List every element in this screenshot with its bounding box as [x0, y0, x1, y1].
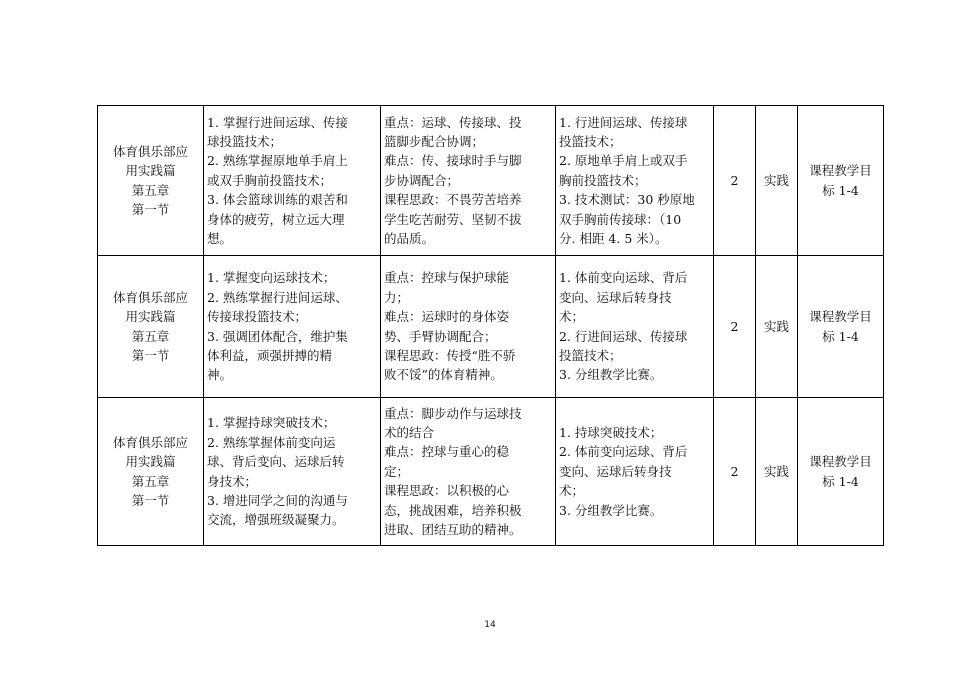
objectives-cell-line: 球、背后变向、运球后转 [207, 454, 345, 470]
hours-cell: 2 [714, 256, 756, 398]
content-cell-line: 1. 持球突破技术； [559, 424, 663, 440]
page-number: 14 [484, 620, 496, 630]
content-cell-line: 1. 行进间运球、传接球 [559, 114, 688, 130]
course-objective-cell-line: 标 1-4 [822, 182, 859, 198]
chapter-cell-line: 用实践篇 [125, 163, 176, 179]
type-cell: 实践 [756, 106, 798, 256]
course-objective-cell-line: 标 1-4 [822, 328, 859, 344]
objectives-cell-line: 身技术； [207, 473, 258, 489]
content-cell-line: 3. 分组教学比赛。 [559, 502, 663, 518]
table-row [98, 398, 884, 546]
key-points-cell [381, 398, 556, 546]
table-row [98, 106, 884, 256]
chapter-cell [98, 398, 204, 546]
type-cell: 实践 [756, 398, 798, 546]
content-cell-line: 投篮技术； [559, 347, 622, 363]
chapter-cell-line: 第一节 [131, 347, 170, 363]
chapter-cell-line: 体育俱乐部应 [112, 289, 188, 305]
content-cell-line: 2. 原地单手肩上或双手 [559, 153, 688, 169]
objectives-cell-line: 2. 熟练掌握原地单手肩上 [207, 153, 348, 169]
course-objective-cell [798, 106, 884, 256]
chapter-cell-line: 第五章 [131, 182, 170, 198]
objectives-cell-line: 3. 体会篮球训练的艰苦和 [207, 192, 348, 208]
key-points-cell-line: 步协调配合； [384, 172, 460, 188]
content-cell-line: 术； [559, 309, 585, 325]
content-cell-line: 双手胸前传接球：（10 [559, 211, 682, 227]
key-points-cell-line: 力； [384, 289, 410, 305]
key-points-cell-line: 定； [384, 463, 410, 479]
chapter-cell [98, 256, 204, 398]
key-points-cell-line: 学生吃苦耐劳、坚韧不拔 [384, 211, 522, 227]
objectives-cell-line: 球投篮技术； [207, 133, 283, 149]
chapter-cell-line: 体育俱乐部应 [112, 143, 188, 159]
syllabus-table [97, 105, 884, 546]
key-points-cell-line: 重点：脚步动作与运球技 [384, 405, 522, 421]
objectives-cell-line: 身体的疲劳，树立远大理 [207, 211, 345, 227]
objectives-cell-line: 神。 [207, 367, 233, 383]
content-cell [556, 256, 714, 398]
content-cell-line: 3. 分组教学比赛。 [559, 367, 663, 383]
key-points-cell-line: 败不馁”的体育精神。 [384, 367, 503, 383]
objectives-cell-line: 2. 熟练掌握体前变向运 [207, 434, 336, 450]
objectives-cell-line: 或双手胸前投篮技术； [207, 172, 333, 188]
content-cell [556, 106, 714, 256]
content-cell-line: 3. 技术测试：30 秒原地 [559, 192, 695, 208]
objectives-cell-line: 1. 掌握变向运球技术； [207, 270, 336, 286]
chapter-cell-line: 用实践篇 [125, 454, 176, 470]
course-objective-cell-line: 标 1-4 [822, 473, 859, 489]
chapter-cell-line: 第五章 [131, 328, 170, 344]
objectives-cell-line: 体利益，顽强拼搏的精 [207, 347, 333, 363]
course-objective-cell-line: 课程教学目 [809, 163, 872, 179]
objectives-cell-line: 1. 掌握行进间运球、传接 [207, 114, 348, 130]
key-points-cell-line: 的品质。 [384, 231, 435, 247]
course-objective-cell-line: 课程教学目 [809, 309, 872, 325]
hours-cell: 2 [714, 398, 756, 546]
objectives-cell-line: 3. 增进同学之间的沟通与 [207, 492, 348, 508]
content-cell-line: 术； [559, 483, 585, 499]
objectives-cell-line: 交流，增强班级凝聚力。 [207, 512, 345, 528]
objectives-cell [204, 256, 381, 398]
chapter-cell [98, 106, 204, 256]
key-points-cell-line: 难点：运球时的身体姿 [384, 309, 510, 325]
content-cell-line: 2. 行进间运球、传接球 [559, 328, 688, 344]
key-points-cell-line: 课程思政：不畏劳苦培养 [384, 192, 522, 208]
chapter-cell-line: 第一节 [131, 201, 170, 217]
course-objective-cell [798, 398, 884, 546]
content-cell-line: 投篮技术； [559, 133, 622, 149]
table-row [98, 256, 884, 398]
key-points-cell-line: 课程思政：以积极的心 [384, 483, 510, 499]
key-points-cell-line: 难点：传、接球时手与脚 [384, 153, 522, 169]
chapter-cell-line: 体育俱乐部应 [112, 434, 188, 450]
chapter-cell-line: 用实践篇 [125, 309, 176, 325]
content-cell-line: 1. 体前变向运球、背后 [559, 270, 688, 286]
objectives-cell-line: 想。 [207, 231, 233, 247]
chapter-cell-line: 第五章 [131, 473, 170, 489]
key-points-cell-line: 重点：运球、传接球、投 [384, 114, 522, 130]
course-objective-cell-line: 课程教学目 [809, 454, 872, 470]
content-cell-line: 胸前投篮技术； [559, 172, 647, 188]
objectives-cell-line: 1. 掌握持球突破技术； [207, 415, 336, 431]
objectives-cell [204, 106, 381, 256]
chapter-cell-line: 第一节 [131, 492, 170, 508]
content-cell-line: 变向、运球后转身技 [559, 289, 672, 305]
key-points-cell-line: 难点：控球与重心的稳 [384, 444, 510, 460]
key-points-cell-line: 势、手臂协调配合； [384, 328, 497, 344]
type-cell: 实践 [756, 256, 798, 398]
content-cell-line: 2. 体前变向运球、背后 [559, 444, 688, 460]
course-objective-cell [798, 256, 884, 398]
objectives-cell-line: 传接球投篮技术； [207, 309, 308, 325]
key-points-cell-line: 课程思政：传授“胜不骄 [384, 347, 516, 363]
objectives-cell [204, 398, 381, 546]
key-points-cell-line: 进取、团结互助的精神。 [384, 522, 522, 538]
objectives-cell-line: 2. 熟练掌握行进间运球、 [207, 289, 348, 305]
key-points-cell-line: 重点：控球与保护球能 [384, 270, 510, 286]
key-points-cell-line: 术的结合 [384, 424, 435, 440]
content-cell-line: 分. 相距 4. 5 米）。 [559, 231, 668, 247]
key-points-cell-line: 篮脚步配合协调； [384, 133, 485, 149]
content-cell-line: 变向、运球后转身技 [559, 463, 672, 479]
objectives-cell-line: 3. 强调团体配合，维护集 [207, 328, 348, 344]
key-points-cell [381, 256, 556, 398]
key-points-cell [381, 106, 556, 256]
hours-cell: 2 [714, 106, 756, 256]
content-cell [556, 398, 714, 546]
key-points-cell-line: 态，挑战困难，培养积极 [384, 502, 522, 518]
